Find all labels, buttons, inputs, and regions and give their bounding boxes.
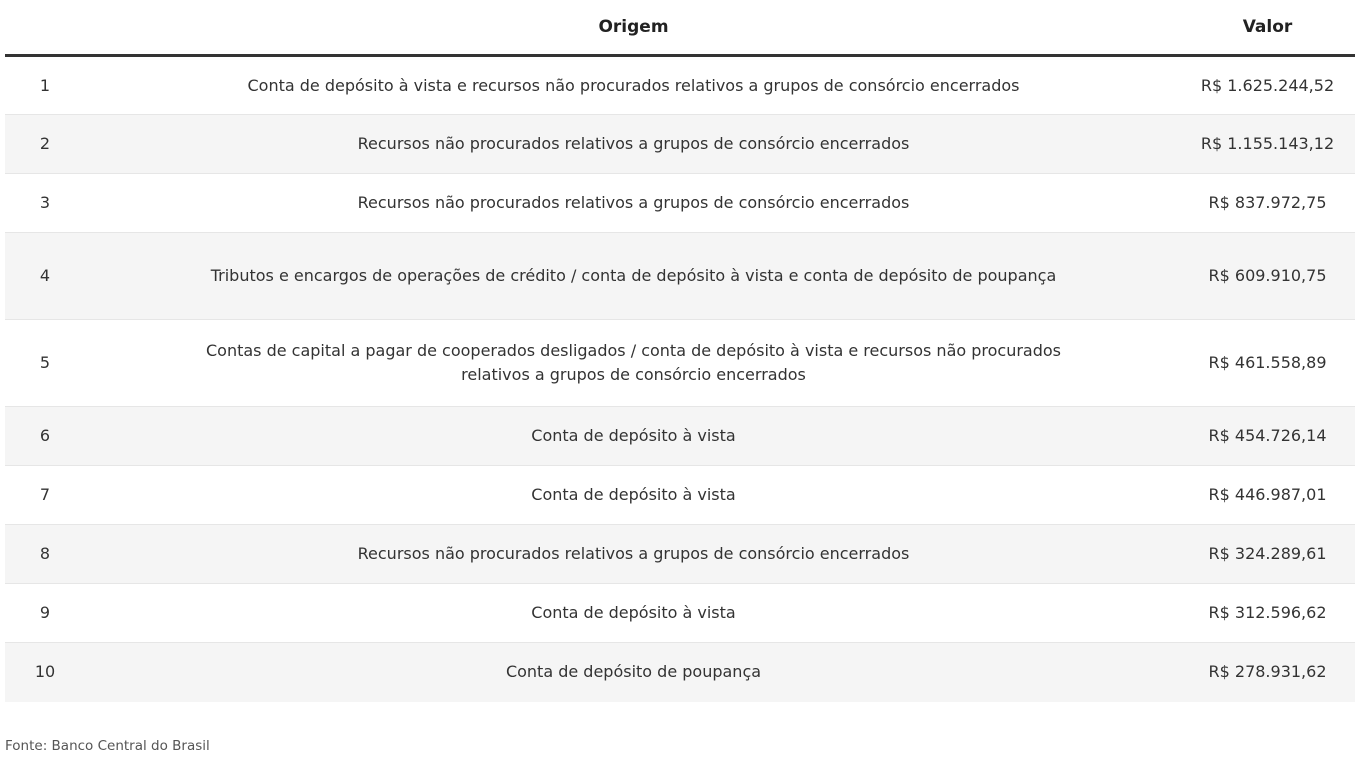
row-valor: R$ 461.558,89 (1180, 320, 1355, 407)
row-origem: Conta de depósito à vista e recursos não procurados relativos a grupos de consórcio encerrados (87, 56, 1180, 115)
row-index: 10 (5, 643, 87, 702)
table-row (5, 525, 1355, 584)
table-row (5, 56, 1355, 115)
row-valor: R$ 1.155.143,12 (1180, 115, 1355, 174)
row-origem: Recursos não procurados relativos a grupos de consórcio encerrados (87, 115, 1180, 174)
row-index: 6 (5, 407, 87, 466)
row-valor: R$ 312.596,62 (1180, 584, 1355, 643)
row-origem: Conta de depósito à vista (87, 407, 1180, 466)
header-row (5, 0, 1355, 56)
table-body (5, 56, 1355, 702)
row-valor: R$ 609.910,75 (1180, 233, 1355, 320)
table-row (5, 115, 1355, 174)
row-valor: R$ 454.726,14 (1180, 407, 1355, 466)
table-row (5, 584, 1355, 643)
source-note: Fonte: Banco Central do Brasil (5, 738, 210, 754)
data-table-container (5, 0, 1355, 702)
row-origem: Conta de depósito à vista (87, 466, 1180, 525)
row-origem: Conta de depósito de poupança (87, 643, 1180, 702)
row-index: 2 (5, 115, 87, 174)
header-valor: Valor (1180, 0, 1355, 56)
table-row (5, 174, 1355, 233)
row-valor: R$ 446.987,01 (1180, 466, 1355, 525)
table-row (5, 233, 1355, 320)
row-index: 4 (5, 233, 87, 320)
row-origem: Tributos e encargos de operações de crédito / conta de depósito à vista e conta de depósito de poupança (87, 233, 1180, 320)
row-index: 8 (5, 525, 87, 584)
row-valor: R$ 1.625.244,52 (1180, 56, 1355, 115)
header-origem: Origem (87, 0, 1180, 56)
table-header (5, 0, 1355, 56)
table-row (5, 466, 1355, 525)
row-origem: Recursos não procurados relativos a grupos de consórcio encerrados (87, 174, 1180, 233)
data-table (5, 0, 1355, 702)
table-row (5, 643, 1355, 702)
row-valor: R$ 324.289,61 (1180, 525, 1355, 584)
table-row (5, 407, 1355, 466)
row-index: 3 (5, 174, 87, 233)
header-index (5, 0, 87, 56)
row-valor: R$ 837.972,75 (1180, 174, 1355, 233)
table-row (5, 320, 1355, 407)
row-index: 7 (5, 466, 87, 525)
row-origem: Conta de depósito à vista (87, 584, 1180, 643)
row-origem: Recursos não procurados relativos a grupos de consórcio encerrados (87, 525, 1180, 584)
row-origem: Contas de capital a pagar de cooperados desligados / conta de depósito à vista e recursos não procurados relativos a grupos de consórcio encerrados (87, 320, 1180, 407)
row-index: 5 (5, 320, 87, 407)
row-valor: R$ 278.931,62 (1180, 643, 1355, 702)
row-index: 9 (5, 584, 87, 643)
row-index: 1 (5, 56, 87, 115)
